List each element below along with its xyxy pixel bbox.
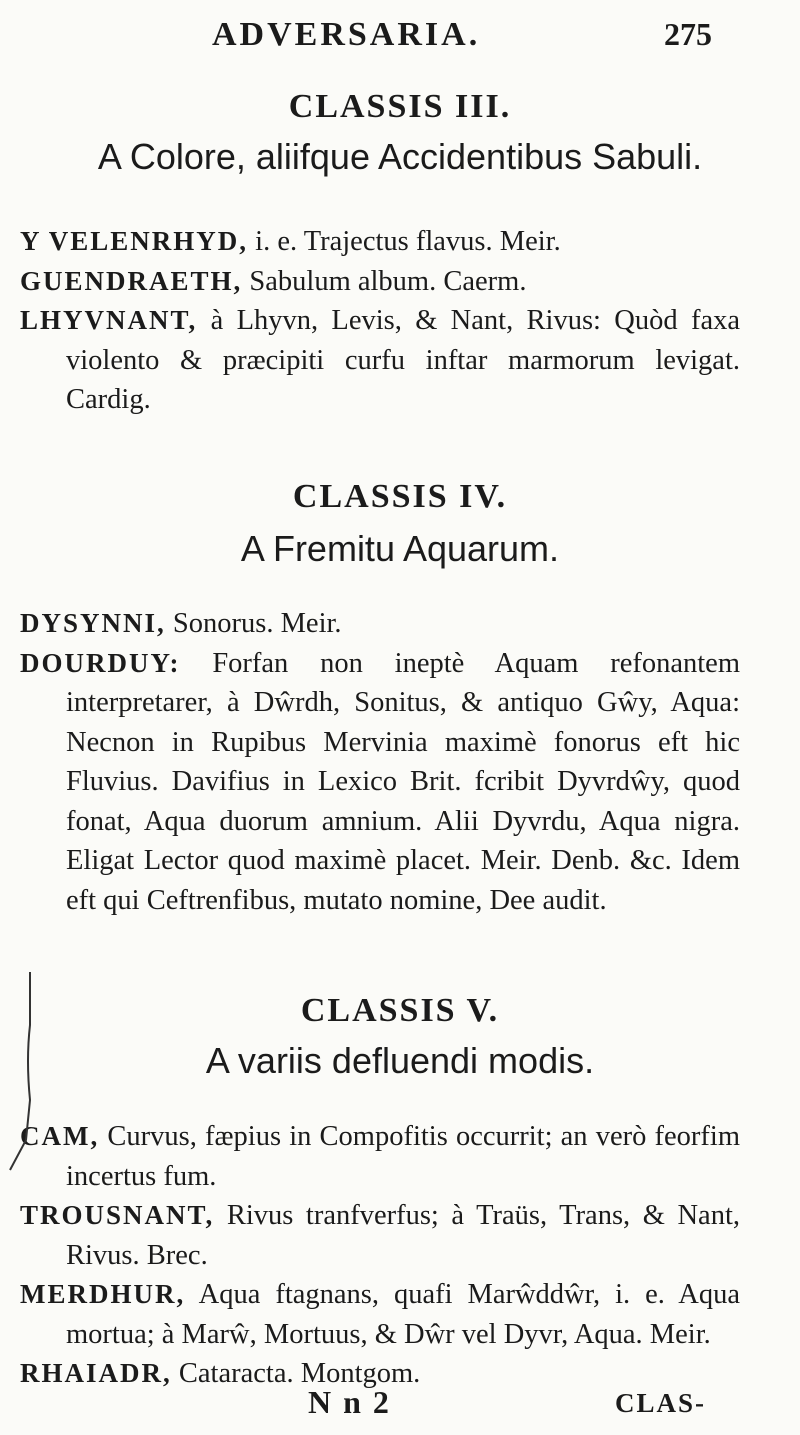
class-heading-iv: CLASSIS IV. [292,478,508,515]
entry-text: i. e. Trajectus flavus. Meir. [248,226,561,257]
entry-headword: GUENDRAETH, [20,265,243,296]
running-title: ADVERSARIA. [212,16,481,53]
class-subtitle-v: A variis defluendi modis. [205,1040,595,1081]
entry-headword: LHYVNANT, [20,305,198,335]
class-heading-v: CLASSIS V. [300,992,500,1029]
class-subtitle-iv: A Fremitu Aquarum. [240,528,560,569]
entries-iii [0,222,800,420]
entry [0,604,800,644]
entry [0,1196,800,1275]
running-head [0,16,800,60]
entry [0,262,800,302]
entries-v [0,1117,800,1394]
entry [0,644,800,921]
entry-headword: DYSYNNI, [20,608,166,638]
entry-text: Cataracta. Montgom. [171,1358,421,1389]
margin-pencil-mark [6,970,36,1175]
page-number: 275 [664,16,712,52]
entry-text: Curvus, fæpius in Compofitis occurrit; an verò feorfim incertus fum. [66,1121,740,1192]
entry-headword: DOURDUY: [20,647,181,678]
entry-text: Rivus tranfverfus; à Traüs, Trans, & Nant, Rivus. Brec. [66,1200,740,1271]
entries-iv [0,604,800,920]
class-heading-iii: CLASSIS III. [288,88,512,125]
entry-text: Aqua ftagnans, quafi Marŵddŵr, i. e. Aqua mortua; à Marŵ, Mortuus, & Dŵr vel Dyvr, Aqua. Meir. [66,1279,740,1350]
entry [0,1117,800,1196]
entry [0,222,800,262]
catchword: CLAS- [615,1388,707,1418]
signature-mark: N n 2 [308,1384,391,1420]
entry [0,1275,800,1354]
entry [0,301,800,420]
entry-headword: Y VELENRHYD, [20,226,249,256]
entry-text: Forfan non ineptè Aquam refonantem interpretarer, à Dŵrdh, Sonitus, & antiquo Gŵy, Aqua: Necnon in Rupibus Mervinia maximè fonorus eft hic Fluvius. Davifius in Lexico Brit. fcribit Dyvrdŵy, quod fonat, Aqua duorum amnium. Alii Dyvrdu, Aqua nigra. Eligat Lector quod maximè placet. Meir. Denb. &c. Idem eft qui Ceftrenfibus, mutato nomine, Dee audit. [66,647,740,916]
class-subtitle-iii: A Colore, aliifque Accidentibus Sabuli. [97,136,703,177]
entry-text: Sonorus. Meir. [165,608,342,639]
footer-line [0,1384,800,1424]
entry-headword: TROUSNANT, [20,1200,215,1230]
entry-text: Sabulum album. Caerm. [242,265,527,297]
entry-headword: CAM, [20,1121,100,1151]
entry-headword: RHAIADR, [20,1358,172,1388]
entry-text: à Lhyvn, Levis, & Nant, Rivus: Quòd faxa violento & præcipiti curfu inftar marmorum levigat. Cardig. [66,305,740,415]
entry-headword: MERDHUR, [20,1279,186,1309]
